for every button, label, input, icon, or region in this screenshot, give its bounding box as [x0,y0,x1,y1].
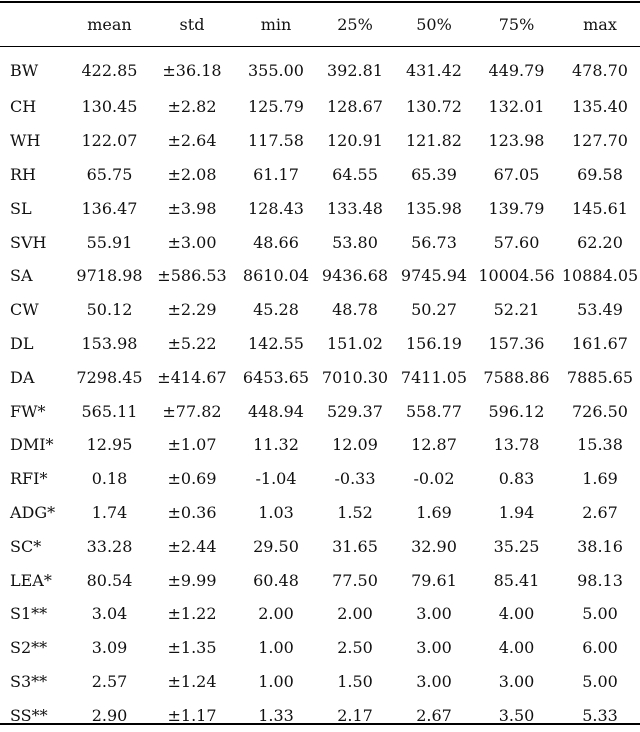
table-row [0,462,640,496]
table-row [0,563,640,597]
table-row [0,529,640,563]
table-cell: 122.07 [81,131,138,151]
table-cell: 65.39 [411,164,457,184]
table-cell: 726.50 [572,401,628,421]
table-cell: 123.98 [488,131,545,151]
column-header: mean [87,14,132,34]
table-cell: 448.94 [248,401,304,421]
table-cell: 32.90 [411,536,457,556]
table-cell: 392.81 [327,60,383,80]
table-row [0,124,640,158]
table-cell: 53.80 [332,232,378,252]
table-row [0,158,640,192]
table-cell: 29.50 [253,536,299,556]
table-row [0,496,640,530]
table-cell: 60.48 [253,570,299,590]
row-label: ADG* [10,502,56,522]
table-cell: 1.74 [91,502,128,522]
table-row [0,259,640,293]
table-cell: 5.00 [582,604,618,624]
table-row [0,225,640,259]
table-cell: 478.70 [572,60,628,80]
table-cell: 67.05 [493,164,540,184]
table-cell: 1.03 [258,502,294,522]
table-cell: 120.91 [327,131,383,151]
row-label: S3** [10,671,48,691]
table-cell: 6.00 [582,638,618,658]
column-header-variable [0,2,72,46]
table-cell: 135.40 [572,97,628,117]
table-row [0,293,640,327]
table-cell: 6453.65 [242,367,310,387]
row-label: LEA* [10,570,52,590]
table-cell: 48.78 [332,300,378,320]
table-cell: 53.49 [577,300,623,320]
table-cell: ±0.69 [167,469,217,489]
table-cell: 85.41 [493,570,540,590]
table-cell: 10884.05 [561,266,639,286]
table-cell: 2.67 [416,705,452,725]
table-cell: ±414.67 [157,367,227,387]
table-row [0,191,640,225]
table-cell: ±3.98 [167,198,217,218]
table-cell: 4.00 [498,604,535,624]
table-cell: 3.09 [91,638,128,658]
table-cell: ±0.36 [167,502,217,522]
table-cell: 558.77 [406,401,462,421]
table-body [0,46,640,732]
table-cell: ±36.18 [162,60,222,80]
table-cell: 0.18 [91,469,128,489]
table-cell: 130.45 [81,97,138,117]
table-cell: 50.12 [86,300,133,320]
table-cell: 161.67 [572,333,628,353]
table-cell: 1.69 [582,469,618,489]
table-cell: ±3.00 [167,232,217,252]
table-header [0,2,640,46]
table-cell: 45.28 [253,300,299,320]
row-label: CH [10,97,37,117]
table-cell: 12.95 [86,435,133,455]
table-row [0,597,640,631]
table-cell: 10004.56 [478,266,555,286]
row-label: DL [10,333,34,353]
table-cell: -1.04 [255,469,297,489]
column-header: 50% [416,14,452,34]
table-cell: 1.94 [498,502,535,522]
table-cell: 128.67 [327,97,383,117]
table-cell: 1.00 [258,638,294,658]
table-cell: ±2.08 [167,164,217,184]
table-cell: 565.11 [81,401,138,421]
table-cell: 1.00 [258,671,294,691]
row-label: WH [10,131,41,151]
table-cell: 5.00 [582,671,618,691]
row-label: S2** [10,638,48,658]
table-cell: 7298.45 [76,367,143,387]
table-cell: 139.79 [488,198,545,218]
table-cell: 449.79 [488,60,545,80]
table-cell: 2.00 [337,604,373,624]
table-cell: 80.54 [86,570,133,590]
row-label: DA [10,367,35,387]
table-cell: 79.61 [411,570,457,590]
table-cell: 31.65 [332,536,378,556]
table-cell: 38.16 [577,536,623,556]
table-cell: 52.21 [493,300,540,320]
table-cell: 12.09 [332,435,378,455]
table-cell: ±1.22 [167,604,217,624]
column-header: std [179,14,205,34]
table-cell: 7588.86 [483,367,550,387]
row-label: DMI* [10,435,54,455]
row-label: CW [10,300,39,320]
table-cell: 57.60 [493,232,540,252]
table-cell: 48.66 [253,232,299,252]
column-header: min [260,14,292,34]
column-header: max [583,14,617,34]
row-label: SVH [10,232,47,252]
header-row [0,2,640,46]
table-cell: ±2.44 [167,536,217,556]
table-cell: 156.19 [406,333,462,353]
table-cell: ±1.24 [167,671,217,691]
table-cell: 56.73 [411,232,457,252]
table-cell: ±1.07 [167,435,217,455]
row-label: RFI* [10,469,48,489]
table-cell: 1.33 [258,705,294,725]
table-cell: 55.91 [86,232,133,252]
table-cell: 2.90 [91,705,128,725]
table-row [0,631,640,665]
table-row [0,327,640,361]
table-cell: 125.79 [248,97,304,117]
table-cell: 128.43 [248,198,304,218]
table-cell: 7010.30 [321,367,389,387]
table-cell: 153.98 [81,333,138,353]
table-cell: 422.85 [81,60,138,80]
table-cell: 2.00 [258,604,294,624]
table-cell: ±586.53 [157,266,227,286]
row-label: S1** [10,604,48,624]
row-label: FW* [10,401,46,421]
table-cell: ±1.35 [167,638,217,658]
table-cell: 62.20 [577,232,623,252]
table-cell: 9745.94 [400,266,468,286]
table-cell: 2.67 [582,502,618,522]
table-cell: 142.55 [248,333,304,353]
table-cell: ±2.82 [167,97,217,117]
column-header: 25% [337,14,373,34]
table-cell: 61.17 [253,164,299,184]
table-row [0,46,640,90]
column-header: 75% [498,14,535,34]
table-cell: 5.33 [582,705,618,725]
table-row [0,428,640,462]
table-cell: 130.72 [406,97,462,117]
table-cell: 9718.98 [76,266,143,286]
table-cell: 127.70 [572,131,628,151]
table-cell: 3.00 [416,604,452,624]
table-cell: 121.82 [406,131,462,151]
table-cell: 64.55 [332,164,378,184]
table-cell: 35.25 [493,536,540,556]
table-cell: 596.12 [488,401,545,421]
row-label: BW [10,60,39,80]
table-cell: 12.87 [411,435,457,455]
row-label: SL [10,198,32,218]
table-cell: 3.00 [498,671,535,691]
table-cell: 65.75 [86,164,133,184]
table-cell: 3.04 [91,604,128,624]
table-cell: 1.69 [416,502,452,522]
table-cell: 117.58 [248,131,304,151]
table-cell: 11.32 [253,435,299,455]
table-cell: 3.00 [416,671,452,691]
table-cell: 157.36 [488,333,545,353]
table-cell: 145.61 [572,198,628,218]
table-cell: 431.42 [406,60,462,80]
table-cell: 529.37 [327,401,383,421]
table-cell: 355.00 [248,60,304,80]
table-cell: 33.28 [86,536,133,556]
table-cell: ±2.64 [167,131,217,151]
table-cell: 135.98 [406,198,462,218]
table-cell: ±77.82 [162,401,222,421]
table-cell: 7411.05 [400,367,468,387]
table-cell: 50.27 [411,300,457,320]
table-cell: 15.38 [577,435,623,455]
table-row [0,360,640,394]
row-label: SC* [10,536,42,556]
table-cell: 3.50 [498,705,535,725]
table-row [0,665,640,699]
table-cell: 1.52 [337,502,373,522]
table-cell: 132.01 [488,97,545,117]
table-cell: 7885.65 [566,367,634,387]
table-cell: ±2.29 [167,300,217,320]
table-cell: 136.47 [81,198,138,218]
table-cell: 4.00 [498,638,535,658]
table-cell: 2.17 [337,705,373,725]
row-label: RH [10,164,36,184]
table-cell: 2.57 [91,671,128,691]
table-cell: ±9.99 [167,570,217,590]
table-cell: 13.78 [493,435,540,455]
table-cell: 69.58 [577,164,623,184]
table-cell: 98.13 [577,570,623,590]
table-cell: -0.02 [413,469,455,489]
table-cell: 1.50 [337,671,373,691]
table-cell: 3.00 [416,638,452,658]
table-row [0,90,640,124]
table-cell: 77.50 [332,570,378,590]
table-cell: ±5.22 [167,333,217,353]
table-cell: ±1.17 [167,705,217,725]
table-cell: 8610.04 [242,266,310,286]
table-cell: 0.83 [498,469,535,489]
table-cell: 151.02 [327,333,383,353]
table-cell: 2.50 [337,638,373,658]
row-label: SS** [10,705,48,725]
table-row [0,394,640,428]
row-label: SA [10,266,33,286]
descriptive-statistics-table [0,2,640,732]
table-cell: -0.33 [334,469,376,489]
table-cell: 9436.68 [321,266,389,286]
table-cell: 133.48 [327,198,383,218]
